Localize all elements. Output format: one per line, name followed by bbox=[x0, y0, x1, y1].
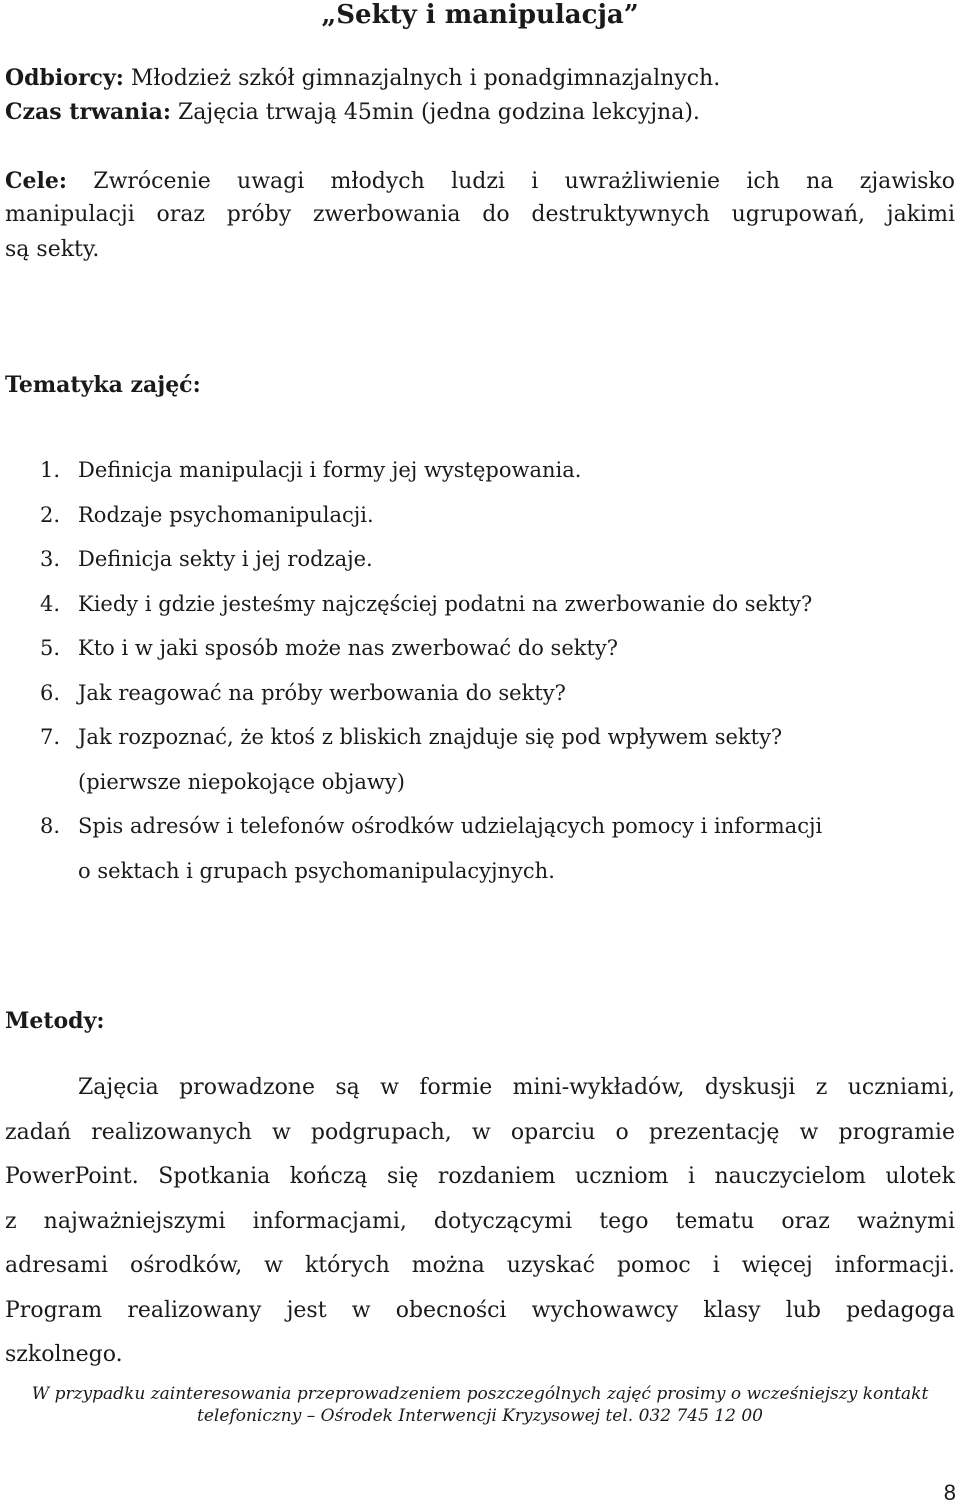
topic-item bbox=[40, 448, 822, 493]
topic-text bbox=[78, 537, 373, 582]
topic-item bbox=[40, 626, 822, 671]
topic-text-line: Jak rozpoznać, że ktoś z bliskich znajduje się pod wpływem sekty? bbox=[78, 725, 783, 749]
topic-text-line: Kiedy i gdzie jesteśmy najczęściej podatni na zwerbowanie do sekty? bbox=[78, 591, 813, 616]
methods-line-3: PowerPoint. Spotkania kończą się rozdaniem uczniom i nauczycielom ulotek bbox=[5, 1164, 955, 1189]
page-number: 8 bbox=[943, 1480, 956, 1505]
methods-line-6: Program realizowany jest w obecności wychowawcy klasy lub pedagoga bbox=[5, 1298, 955, 1323]
topic-number: 2. bbox=[40, 502, 61, 527]
methods-line-7: szkolnego. bbox=[5, 1342, 123, 1367]
footer-note-line-2: telefoniczny – Ośrodek Interwencji Kryzysowej tel. 032 745 12 00 bbox=[197, 1406, 763, 1426]
topic-number: 3. bbox=[40, 547, 61, 571]
topic-item bbox=[40, 671, 822, 716]
duration-text: Zajęcia trwają 45min (jedna godzina lekcyjna). bbox=[170, 100, 700, 125]
goals-line-2: manipulacji oraz próby zwerbowania do destruktywnych ugrupowań, jakimi bbox=[5, 202, 955, 227]
topic-item bbox=[40, 493, 822, 538]
topic-item bbox=[40, 582, 822, 627]
page-title: „Sekty i manipulacja” bbox=[321, 0, 639, 30]
goals-text-line-1: Zwrócenie uwagi młodych ludzi i uwrażliwienie ich na zjawisko bbox=[66, 169, 955, 194]
goals-label: Cele: bbox=[5, 168, 67, 194]
recipients-text: Młodzież szkół gimnazjalnych i ponadgimnazjalnych. bbox=[123, 66, 721, 91]
topic-text bbox=[78, 626, 618, 671]
topic-item bbox=[40, 715, 822, 804]
methods-heading: Metody: bbox=[5, 1008, 105, 1034]
topic-text bbox=[78, 715, 782, 804]
topic-number: 1. bbox=[40, 458, 61, 482]
topic-text-line: Jak reagować na próby werbowania do sekty? bbox=[78, 680, 566, 705]
topic-text bbox=[78, 671, 566, 716]
topic-text bbox=[78, 582, 812, 627]
topics-heading: Tematyka zajęć: bbox=[5, 372, 201, 398]
topic-text-line: Kto i w jaki sposób może nas zwerbować do sekty? bbox=[78, 636, 619, 660]
methods-line-4: z najważniejszymi informacjami, dotyczącymi tego tematu oraz ważnymi bbox=[5, 1209, 955, 1234]
topic-item bbox=[40, 537, 822, 582]
topic-number: 7. bbox=[40, 725, 61, 749]
topics-list bbox=[40, 448, 822, 893]
topic-text bbox=[78, 804, 822, 893]
topic-text-line: Definicja manipulacji i formy jej występowania. bbox=[78, 458, 582, 482]
methods-line-1: Zajęcia prowadzone są w formie mini-wykładów, dyskusji z uczniami, bbox=[78, 1075, 955, 1100]
goals-line-3: są sekty. bbox=[5, 237, 100, 262]
topic-number: 8. bbox=[40, 814, 61, 838]
topic-text-line: Spis adresów i telefonów ośrodków udzielających pomocy i informacji bbox=[78, 814, 823, 838]
recipients-label: Odbiorcy: bbox=[5, 65, 124, 91]
topic-text-line: (pierwsze niepokojące objawy) bbox=[78, 769, 405, 794]
topic-text-line: o sektach i grupach psychomanipulacyjnych. bbox=[78, 858, 555, 883]
topic-text bbox=[78, 448, 581, 493]
duration-line bbox=[5, 97, 700, 128]
footer-note-line-1: W przypadku zainteresowania przeprowadzeniem poszczególnych zajęć prosimy o wcześniejszy kontakt bbox=[31, 1384, 929, 1404]
methods-line-2: zadań realizowanych w podgrupach, w oparciu o prezentację w programie bbox=[5, 1120, 955, 1145]
topic-number: 4. bbox=[40, 591, 61, 616]
topic-text bbox=[78, 493, 374, 538]
recipients-line bbox=[5, 63, 720, 94]
methods-line-5: adresami ośrodków, w których można uzyskać pomoc i więcej informacji. bbox=[5, 1253, 955, 1278]
topic-item bbox=[40, 804, 822, 893]
topic-text-line: Rodzaje psychomanipulacji. bbox=[78, 502, 374, 527]
topic-number: 6. bbox=[40, 680, 61, 705]
topic-text-line: Definicja sekty i jej rodzaje. bbox=[78, 547, 373, 571]
duration-label: Czas trwania: bbox=[5, 99, 171, 125]
topic-number: 5. bbox=[40, 636, 61, 660]
goals-line-1 bbox=[5, 166, 955, 197]
